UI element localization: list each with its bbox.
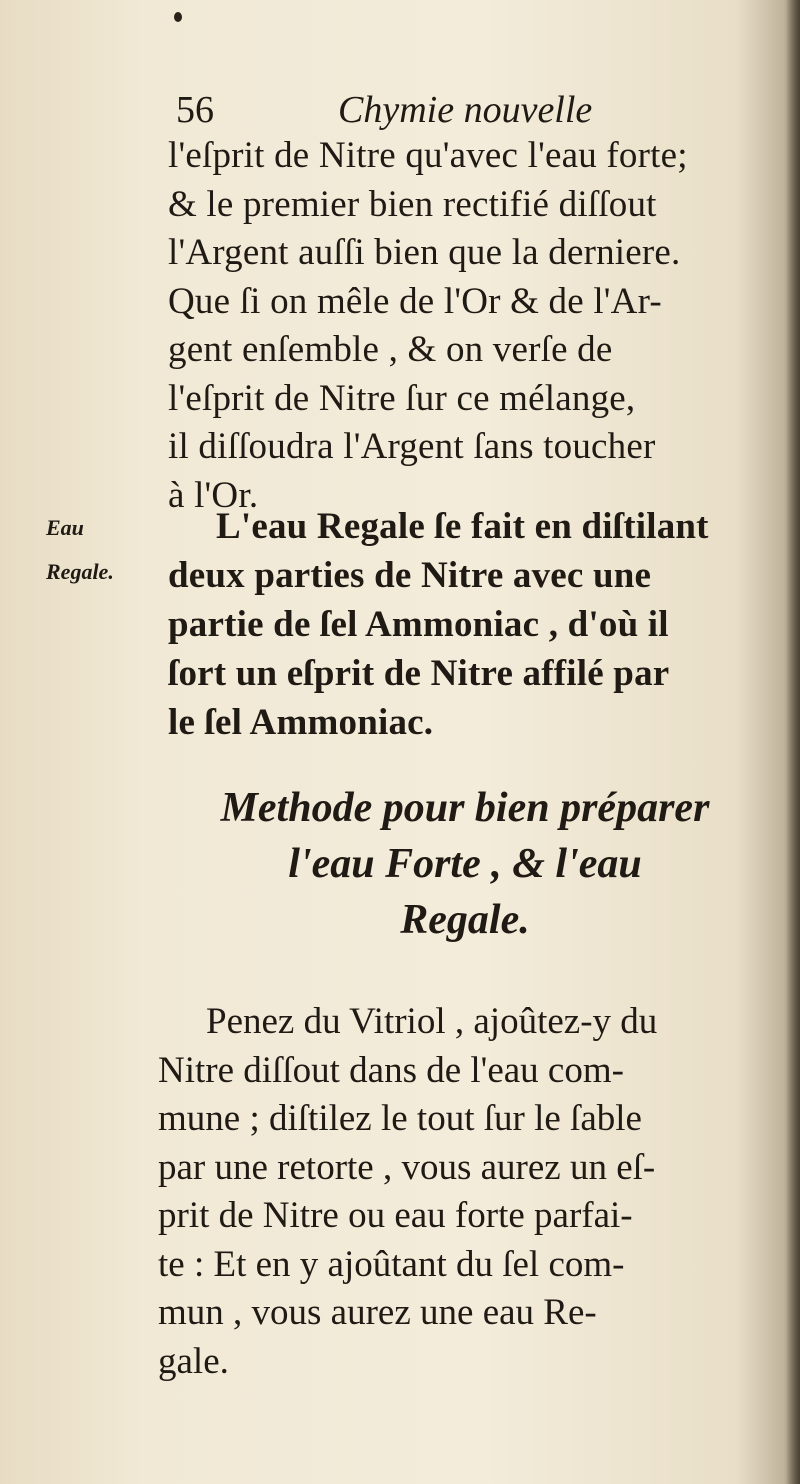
text-line: gale. <box>158 1340 229 1382</box>
margin-note <box>46 506 156 594</box>
paragraph-2 <box>168 502 766 747</box>
paragraph-1 <box>168 132 766 520</box>
text-line: L'eau Regale ſe fait en diſtilant <box>216 506 709 547</box>
page-header <box>170 86 770 134</box>
text-line: prit de Nitre ou eau forte parfai- <box>158 1195 633 1236</box>
text-line: l'eſprit de Nitre ſur ce mélange, <box>168 377 636 419</box>
text-line: gent enſemble , & on verſe de <box>168 329 613 370</box>
text-line: deux parties de Nitre avec une <box>168 555 652 596</box>
text-line: Nitre diſſout dans de l'eau com- <box>158 1049 624 1091</box>
text-line: mune ; diſtilez le tout ſur le ſable <box>158 1098 642 1139</box>
margin-note-line: Regale. <box>46 559 114 584</box>
text-line: & le premier bien rectifié diſſout <box>168 183 657 225</box>
text-line: Que ſi on mêle de l'Or & de l'Ar- <box>168 280 662 322</box>
page-number: 56 <box>176 89 214 131</box>
text-line: l'Argent auſſi bien que la derniere. <box>168 232 681 273</box>
text-line: te : Et en y ajoûtant du ſel com- <box>158 1243 625 1285</box>
text-line: par une retorte , vous aurez un eſ- <box>158 1146 656 1188</box>
text-line: partie de ſel Ammoniac , d'où il <box>168 604 669 645</box>
page-edge-shadow <box>786 0 800 1484</box>
text-line: à l'Or. <box>168 474 259 516</box>
section-heading <box>160 780 770 948</box>
heading-line: Regale. <box>400 897 530 943</box>
text-line: l'eſprit de Nitre qu'avec l'eau forte; <box>168 135 688 176</box>
text-line: il diſſoudra l'Argent ſans toucher <box>168 426 656 467</box>
text-line: mun , vous aurez une eau Re- <box>158 1292 597 1333</box>
text-line: le ſel Ammoniac. <box>168 702 434 743</box>
text-line: ſort un eſprit de Nitre affilé par <box>168 653 670 694</box>
text-line: Penez du Vitriol , ajoûtez-y du <box>206 1001 658 1042</box>
running-title: Chymie nouvelle <box>338 89 593 131</box>
ink-dot <box>174 12 182 22</box>
margin-note-line: Eau <box>46 515 84 540</box>
paragraph-3 <box>158 998 758 1386</box>
heading-line: Methode pour bien préparer <box>220 785 710 831</box>
heading-line: l'eau Forte , & l'eau <box>288 841 642 887</box>
